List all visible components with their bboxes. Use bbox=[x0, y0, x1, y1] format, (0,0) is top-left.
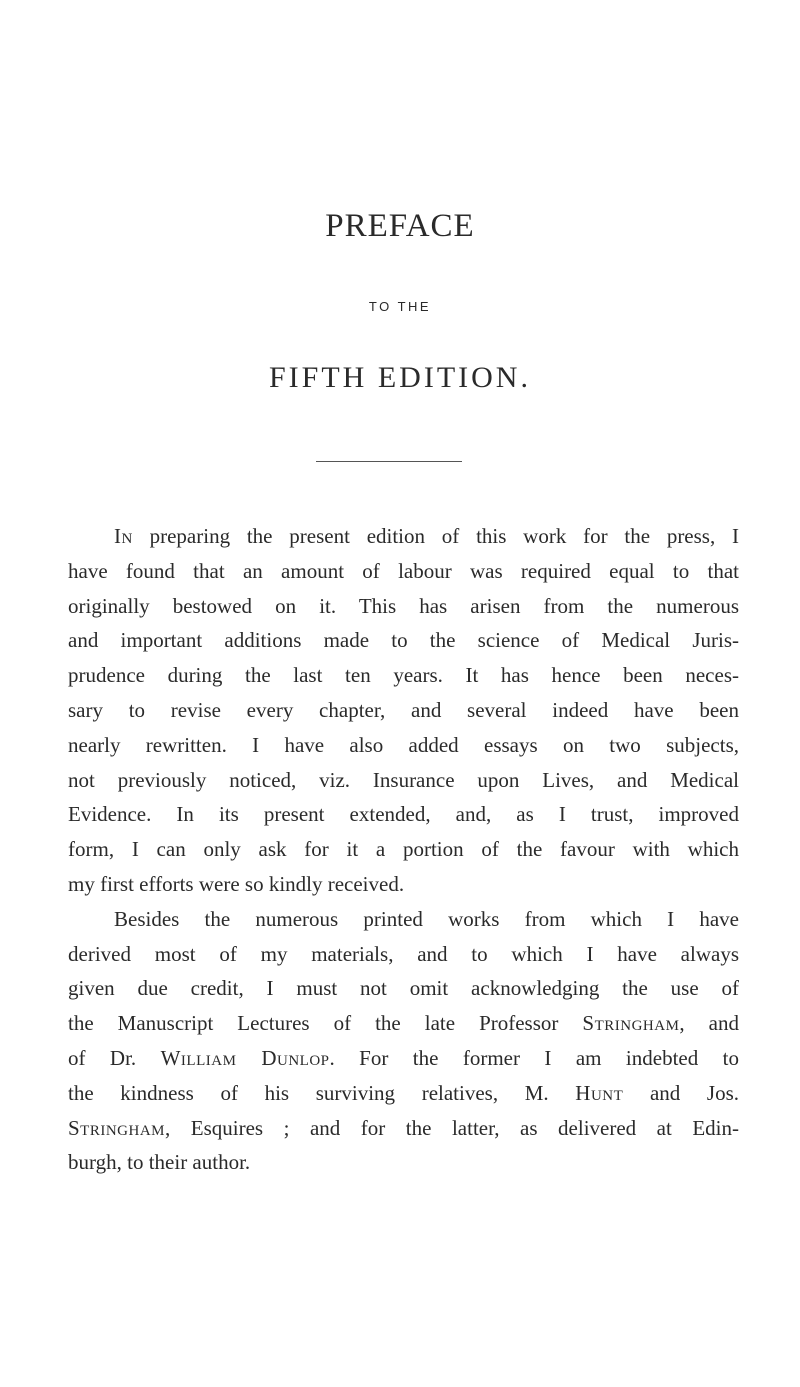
paragraph-2 bbox=[68, 902, 739, 1180]
text-line bbox=[68, 1111, 739, 1146]
text-run: have found that an amount of labour was required equal to that bbox=[68, 558, 739, 583]
text-run: nearly rewritten. I have also added essays on two subjects, bbox=[68, 732, 739, 757]
text-line bbox=[68, 937, 739, 972]
text-run: . For the former I am indebted to bbox=[329, 1045, 739, 1070]
edition-heading: FIFTH EDITION. bbox=[269, 361, 531, 394]
text-line bbox=[68, 902, 739, 937]
text-run: preparing the present edition of this work for the press, I bbox=[132, 524, 739, 548]
text-run: the kindness of his surviving relatives, M. bbox=[68, 1080, 576, 1105]
text-run: Besides the numerous printed works from which I have bbox=[114, 906, 739, 931]
text-run: sary to revise every chapter, and several indeed have been bbox=[68, 697, 739, 722]
small-caps-text: In bbox=[114, 524, 133, 548]
text-line bbox=[68, 1006, 739, 1041]
text-run: my first efforts were so kindly received. bbox=[68, 871, 405, 896]
text-run: burgh, to their author. bbox=[68, 1150, 251, 1175]
small-caps-text: Stringham bbox=[582, 1011, 680, 1036]
text-run: and Jos. bbox=[623, 1080, 739, 1105]
text-line bbox=[68, 971, 739, 1006]
text-run: the Manuscript Lectures of the late Professor bbox=[68, 1011, 583, 1036]
text-line bbox=[68, 623, 739, 658]
text-run: , Esquires ; and for the latter, as delivered at Edin- bbox=[165, 1115, 739, 1140]
text-run: of Dr. bbox=[68, 1045, 161, 1070]
heading-divider bbox=[316, 461, 462, 462]
text-run: prudence during the last ten years. It has hence been neces- bbox=[68, 663, 739, 688]
small-caps-text: Hunt bbox=[575, 1080, 624, 1105]
small-caps-text: Stringham bbox=[68, 1115, 166, 1140]
text-run: form, I can only ask for it a portion of the favour with which bbox=[68, 837, 739, 862]
text-run: Evidence. In its present extended, and, as I trust, improved bbox=[68, 802, 739, 827]
text-line bbox=[68, 693, 739, 728]
preface-body bbox=[68, 519, 739, 1180]
text-line bbox=[68, 589, 739, 624]
text-line bbox=[68, 1145, 739, 1180]
text-line bbox=[68, 797, 739, 832]
text-line bbox=[68, 1076, 739, 1111]
text-run: given due credit, I must not omit acknowledging the use of bbox=[68, 976, 739, 1001]
text-line bbox=[68, 1041, 739, 1076]
small-caps-text: William Dunlop bbox=[160, 1045, 330, 1070]
text-line bbox=[68, 728, 739, 763]
text-run: derived most of my materials, and to which I have always bbox=[68, 941, 739, 966]
paragraph-1 bbox=[68, 519, 739, 902]
text-run: , and bbox=[679, 1011, 739, 1036]
text-run: not previously noticed, viz. Insurance upon Lives, and Medical bbox=[68, 767, 739, 792]
text-line bbox=[68, 554, 739, 589]
text-line bbox=[68, 867, 739, 902]
page-subtitle: TO THE bbox=[368, 299, 432, 314]
page-title: PREFACE bbox=[325, 208, 475, 244]
text-line bbox=[68, 658, 739, 693]
text-run: originally bestowed on it. This has arisen from the numerous bbox=[68, 593, 739, 618]
text-line bbox=[68, 832, 739, 867]
text-run: and important additions made to the science of Medical Juris- bbox=[68, 628, 739, 653]
text-line bbox=[68, 763, 739, 798]
text-line bbox=[68, 519, 739, 554]
